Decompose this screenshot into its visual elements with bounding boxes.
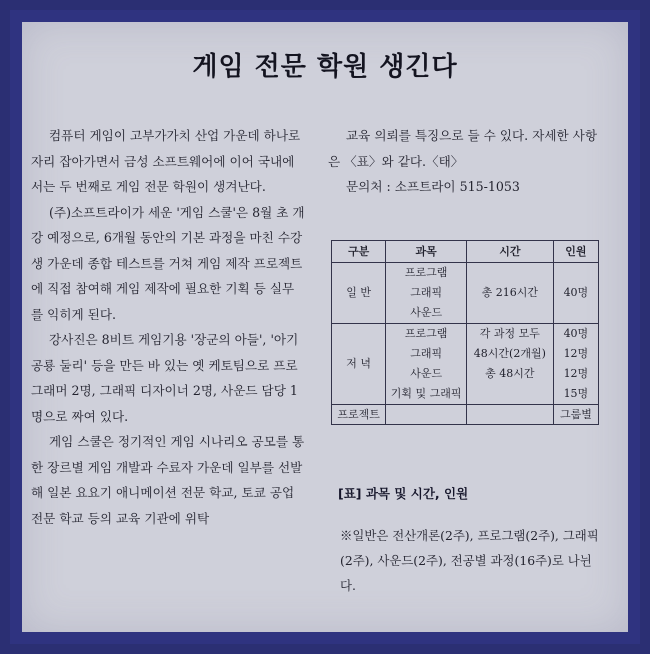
subject-item: 사운드 bbox=[410, 367, 443, 380]
contact-line: 문의처 : 소프트라이 515-1053 bbox=[346, 179, 520, 194]
paragraph-intro: 컴퓨터 게임이 고부가가치 산업 가운데 하나로 자리 잡아가면서 금성 소프트웨어에 이어 국내에서는 두 번째로 게임 전문 학원이 생겨난다. bbox=[31, 128, 301, 194]
subjects-general bbox=[386, 263, 467, 324]
time-line: 48시간(2개월) bbox=[473, 347, 546, 360]
count-item: 15명 bbox=[563, 387, 589, 400]
table-header-row bbox=[332, 241, 599, 263]
subject-project-empty bbox=[386, 405, 467, 425]
time-general: 총 216시간 bbox=[466, 263, 553, 324]
table-row-project bbox=[332, 405, 599, 425]
subject-item: 프로그램 bbox=[404, 266, 448, 279]
category-project: 프로젝트 bbox=[332, 405, 386, 425]
left-column bbox=[31, 123, 305, 531]
counts-evening bbox=[553, 324, 598, 405]
paragraph-school: (주)소프트라이가 세운 '게임 스쿨'은 8월 초 개강 예정으로, 6개월 동안의 기본 과정을 마친 수강생 가운데 종합 테스트를 거쳐 게임 제작 프로젝트에 직접 참여해 게임 제작에 필요한 기획 등 실무를 익히게 된다. bbox=[31, 204, 305, 322]
header-time: 시간 bbox=[466, 241, 553, 263]
count-item: 40명 bbox=[563, 327, 589, 340]
subject-item: 프로그램 bbox=[404, 327, 448, 340]
article-title: 게임 전문 학원 생긴다 bbox=[192, 52, 458, 82]
subject-item: 사운드 bbox=[410, 306, 443, 319]
time-line: 각 과정 모두 bbox=[479, 327, 540, 340]
subject-item: 그래픽 bbox=[410, 347, 443, 360]
header-category: 구분 bbox=[332, 241, 386, 263]
right-column bbox=[328, 123, 598, 200]
subject-item: 그래픽 bbox=[410, 286, 443, 299]
table-row-evening bbox=[332, 324, 599, 405]
count-item: 12명 bbox=[563, 367, 589, 380]
table-caption: [표] 과목 및 시간, 인원 bbox=[338, 486, 469, 501]
category-general: 일 반 bbox=[332, 263, 386, 324]
course-table bbox=[331, 240, 599, 425]
time-evening bbox=[466, 324, 553, 405]
count-project: 그룹별 bbox=[553, 405, 598, 425]
count-general: 40명 bbox=[553, 263, 598, 324]
count-item: 12명 bbox=[563, 347, 589, 360]
table-row-general bbox=[332, 263, 599, 324]
time-project-empty bbox=[466, 405, 553, 425]
paragraph-instructors: 강사진은 8비트 게임기용 '장군의 아들', '아기공룡 둘리' 등을 만든 바 있는 옛 케토팀으로 프로그래머 2명, 그래픽 디자이너 2명, 사운드 담당 1명으로 짜여 있다. bbox=[31, 332, 299, 424]
subjects-evening bbox=[386, 324, 467, 405]
header-count: 인원 bbox=[553, 241, 598, 263]
table-footnote: ※일반은 전산개론(2주), 프로그램(2주), 그래픽(2주), 사운드(2주), 전공별 과정(16주)로 나뉜다. bbox=[340, 528, 599, 593]
paragraph-continued: 교육 의뢰를 특징으로 들 수 있다. 자세한 사항은 〈표〉와 같다.〈태〉 bbox=[328, 128, 598, 169]
header-subject: 과목 bbox=[386, 241, 467, 263]
time-line: 총 48시간 bbox=[485, 367, 535, 380]
category-evening: 저 녁 bbox=[332, 324, 386, 405]
subject-item: 기획 및 그래픽 bbox=[390, 387, 462, 400]
paragraph-programs: 게임 스쿨은 정기적인 게임 시나리오 공모를 통한 장르별 게임 개발과 수료자 가운데 일부를 선발해 일본 요요기 애니메이션 전문 학교, 토쿄 공업 전문 학교 등의 교육 기관에 위탁 bbox=[31, 434, 305, 526]
